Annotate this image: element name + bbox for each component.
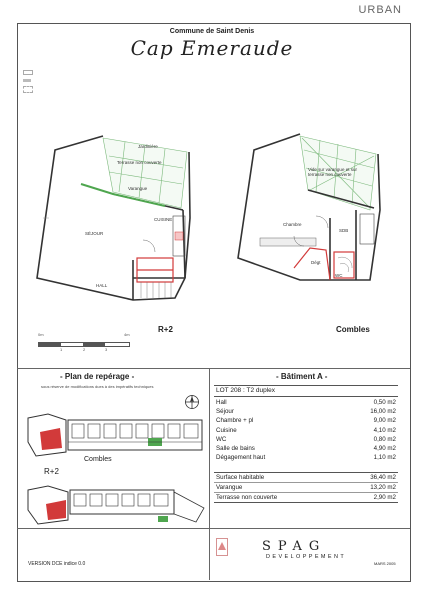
plan-label-r2: R+2: [158, 325, 173, 334]
room-label-sejour: SÉJOUR: [85, 231, 104, 236]
room-area: 0,50 m2: [373, 399, 396, 406]
room-area: 1,10 m2: [373, 454, 396, 462]
total-name: Varangue: [216, 483, 243, 491]
key-plan-label-combles: Combles: [84, 456, 112, 463]
floor-plan-r2: [25, 128, 210, 318]
table-row-total: [214, 482, 398, 492]
table-row: [214, 416, 398, 425]
room-label-jardiniere: Jardinière: [138, 144, 158, 149]
key-plan-combles: [26, 482, 206, 528]
room-label-sdb: SDB: [339, 228, 349, 233]
room-label-wc: WC: [335, 273, 343, 278]
areas-table: [214, 398, 398, 503]
room-label-hall: HALL: [96, 283, 108, 288]
plan-label-combles: Combles: [336, 325, 370, 334]
commune-name: Commune de Saint Denis: [169, 28, 255, 35]
table-row: [214, 453, 398, 462]
total-name: Terrasse non couverte: [216, 494, 278, 502]
room-name: Dégagement haut: [216, 454, 266, 462]
key-plan-r2: [26, 412, 206, 460]
room-label-cuisine: CUISINE: [154, 217, 173, 222]
total-area: 36,40 m2: [370, 473, 396, 481]
reperage-note: sous réserve de modifications dues à des impératifs techniques: [41, 384, 154, 389]
room-area: 4,10 m2: [373, 426, 396, 434]
divider-bottom: [17, 528, 410, 529]
room-label-terrasse: Terrasse non couverte: [117, 160, 162, 165]
date-text: MARS 2005: [374, 561, 396, 566]
divider-middle: [209, 368, 210, 528]
table-row: [214, 398, 398, 407]
table-row: [214, 426, 398, 435]
room-area: 4,90 m2: [373, 445, 396, 453]
room-name: WC: [216, 435, 227, 443]
spag-logo-icon: [216, 538, 228, 556]
room-area: 16,00 m2: [370, 408, 396, 416]
lot-title-box: [214, 385, 398, 397]
version-text: VERSION DCE indice 0.0: [28, 561, 86, 567]
table-row-total: [214, 472, 398, 482]
scale-label-4: 4m: [124, 332, 130, 337]
scale-bar: [38, 337, 130, 347]
batiment-heading: - Bâtiment A -: [276, 372, 328, 381]
room-label-vide: Vide sur varangue et sur terrasse non couverte: [308, 167, 357, 177]
legend: [23, 70, 63, 93]
room-name: Séjour: [216, 408, 234, 416]
total-area: 13,20 m2: [370, 483, 396, 491]
room-area: 9,00 m2: [373, 417, 396, 425]
room-name: Cuisine: [216, 426, 237, 434]
lot-title: LOT 208 : T2 duplex: [216, 387, 276, 394]
table-row: [214, 444, 398, 453]
table-row-total: [214, 493, 398, 503]
urban-stamp: URBAN: [358, 4, 402, 16]
divider-footer: [209, 528, 210, 580]
scale-label-3: 3: [105, 347, 108, 352]
room-name: Chambre + pl: [216, 417, 254, 425]
project-title: Cap Emeraude: [130, 36, 294, 60]
room-name: Hall: [216, 399, 227, 406]
reperage-heading: - Plan de repérage -: [60, 372, 135, 381]
room-label-degt: Dégt: [311, 260, 321, 265]
divider-top: [17, 368, 410, 369]
room-label-chambre: Chambre: [283, 222, 302, 227]
scale-label-2: 2: [83, 347, 86, 352]
scale-label-1: 1: [60, 347, 63, 352]
scale-label-0: 0m: [38, 332, 44, 337]
key-plan-label-r2: R+2: [44, 467, 59, 476]
total-area: 2,90 m2: [373, 494, 396, 502]
brand-name: SPAG: [262, 539, 327, 554]
room-area: 0,80 m2: [373, 435, 396, 443]
floor-plan-combles: [230, 128, 400, 308]
table-spacer: [214, 462, 398, 472]
compass-icon: [184, 394, 200, 410]
table-row: [214, 407, 398, 416]
room-name: Salle de bains: [216, 445, 255, 453]
brand-subtitle: DEVELOPPEMENT: [266, 554, 347, 560]
table-row: [214, 435, 398, 444]
total-name: Surface habitable: [216, 473, 265, 481]
room-label-varangue: Varangue: [128, 186, 148, 191]
